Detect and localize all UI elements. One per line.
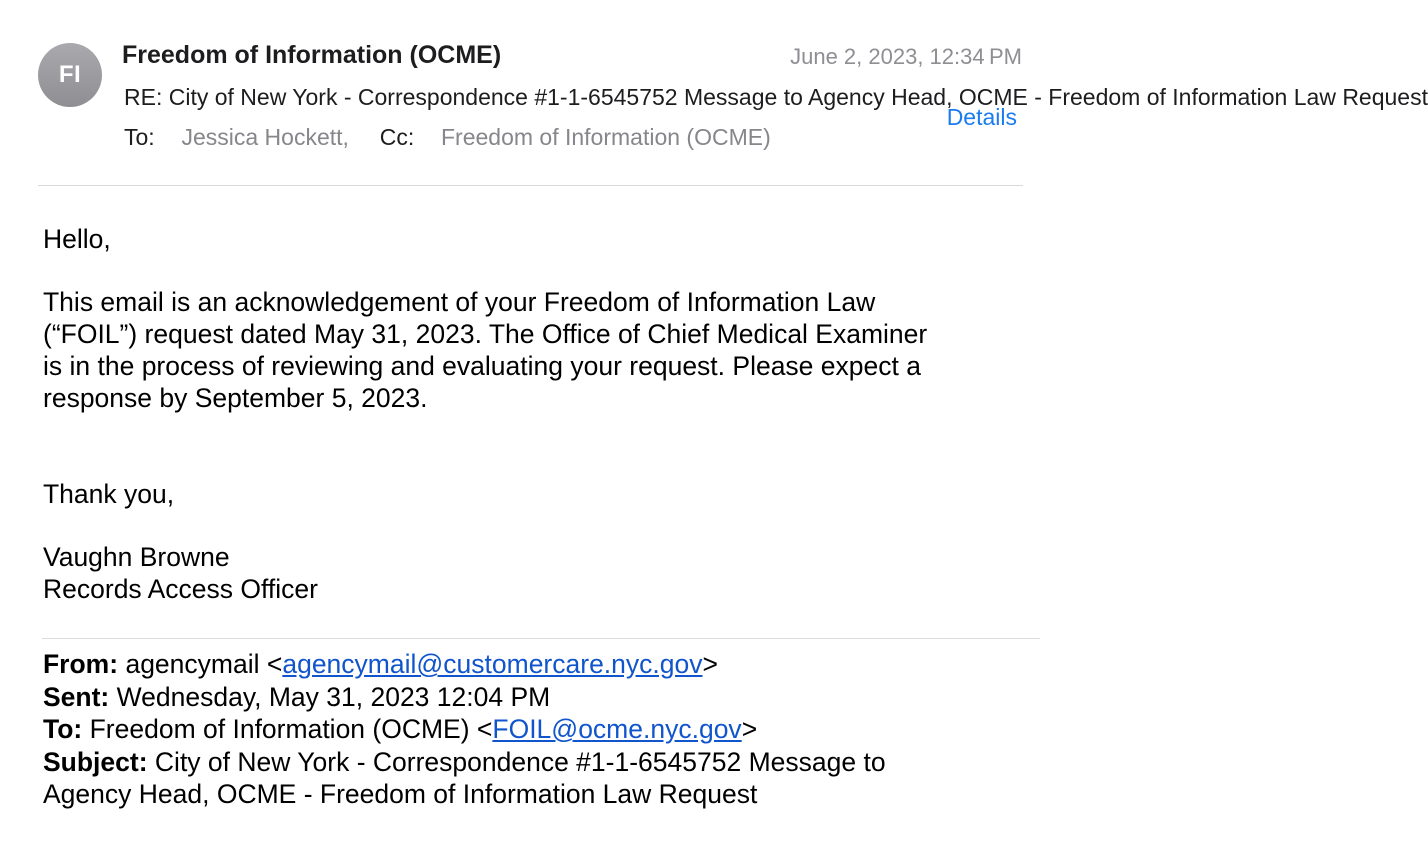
- signature-title: Records Access Officer: [43, 574, 318, 604]
- quoted-to-email-link[interactable]: FOIL@ocme.nyc.gov: [492, 714, 742, 744]
- quoted-to-row: [43, 713, 1043, 746]
- quoted-from-label: From:: [43, 649, 119, 679]
- body-paragraph-line: This email is an acknowledgement of your Freedom of Information Law: [43, 287, 876, 317]
- quoted-subject-line1: City of New York - Correspondence #1-1-6545752 Message to: [154, 746, 886, 777]
- quoted-subject-label: Subject:: [43, 746, 148, 777]
- cc-label: Cc:: [379, 124, 415, 150]
- quoted-sent-row: [43, 681, 1043, 714]
- quoted-from-close: >: [702, 649, 718, 679]
- header-divider: [38, 185, 1023, 186]
- sender-avatar[interactable]: [38, 43, 102, 107]
- quoted-divider: [42, 638, 1040, 639]
- quoted-subject-row-continued: [43, 778, 1043, 811]
- cc-recipient[interactable]: Freedom of Information (OCME): [440, 124, 771, 150]
- quoted-from-name: agencymail <: [125, 649, 283, 679]
- closing-text: Thank you,: [43, 479, 175, 509]
- message-subject: RE: City of New York - Correspondence #1-1-6545752 Message to Agency Head, OCME - Freedom of Information Law Request: [124, 84, 1428, 110]
- quoted-sent-label: Sent:: [43, 681, 110, 712]
- quoted-to-close: >: [741, 714, 758, 744]
- body-paragraph-line: response by September 5, 2023.: [43, 383, 428, 413]
- quoted-from-email-link[interactable]: agencymail@customercare.nyc.gov: [282, 649, 703, 679]
- quoted-subject-row: [43, 746, 1043, 779]
- quoted-to-label: To:: [43, 714, 83, 744]
- quoted-from-row: [43, 648, 1043, 681]
- quoted-sent-value: Wednesday, May 31, 2023 12:04 PM: [116, 681, 551, 712]
- message-date: June 2, 2023, 12:34 PM: [790, 44, 1022, 69]
- to-label: To:: [124, 124, 155, 150]
- signature-block: [43, 541, 1043, 605]
- recipients-line: [124, 124, 771, 151]
- signature-name: Vaughn Browne: [43, 542, 230, 572]
- greeting-text: Hello,: [43, 224, 111, 254]
- sender-name[interactable]: Freedom of Information (OCME): [122, 41, 502, 69]
- quoted-to-name: Freedom of Information (OCME) <: [89, 714, 493, 744]
- message-header: [0, 0, 1428, 186]
- details-link[interactable]: Details: [946, 104, 1017, 130]
- to-recipient[interactable]: Jessica Hockett,: [181, 124, 349, 150]
- quoted-message-header: [43, 648, 1043, 811]
- body-paragraph: [43, 286, 1043, 414]
- body-paragraph-line: is in the process of reviewing and evaluating your request. Please expect a: [43, 351, 921, 381]
- quoted-subject-line2: Agency Head, OCME - Freedom of Information Law Request: [43, 779, 758, 809]
- body-paragraph-line: (“FOIL”) request dated May 31, 2023. The Office of Chief Medical Examiner: [43, 319, 928, 349]
- avatar-initials: FI: [58, 61, 82, 88]
